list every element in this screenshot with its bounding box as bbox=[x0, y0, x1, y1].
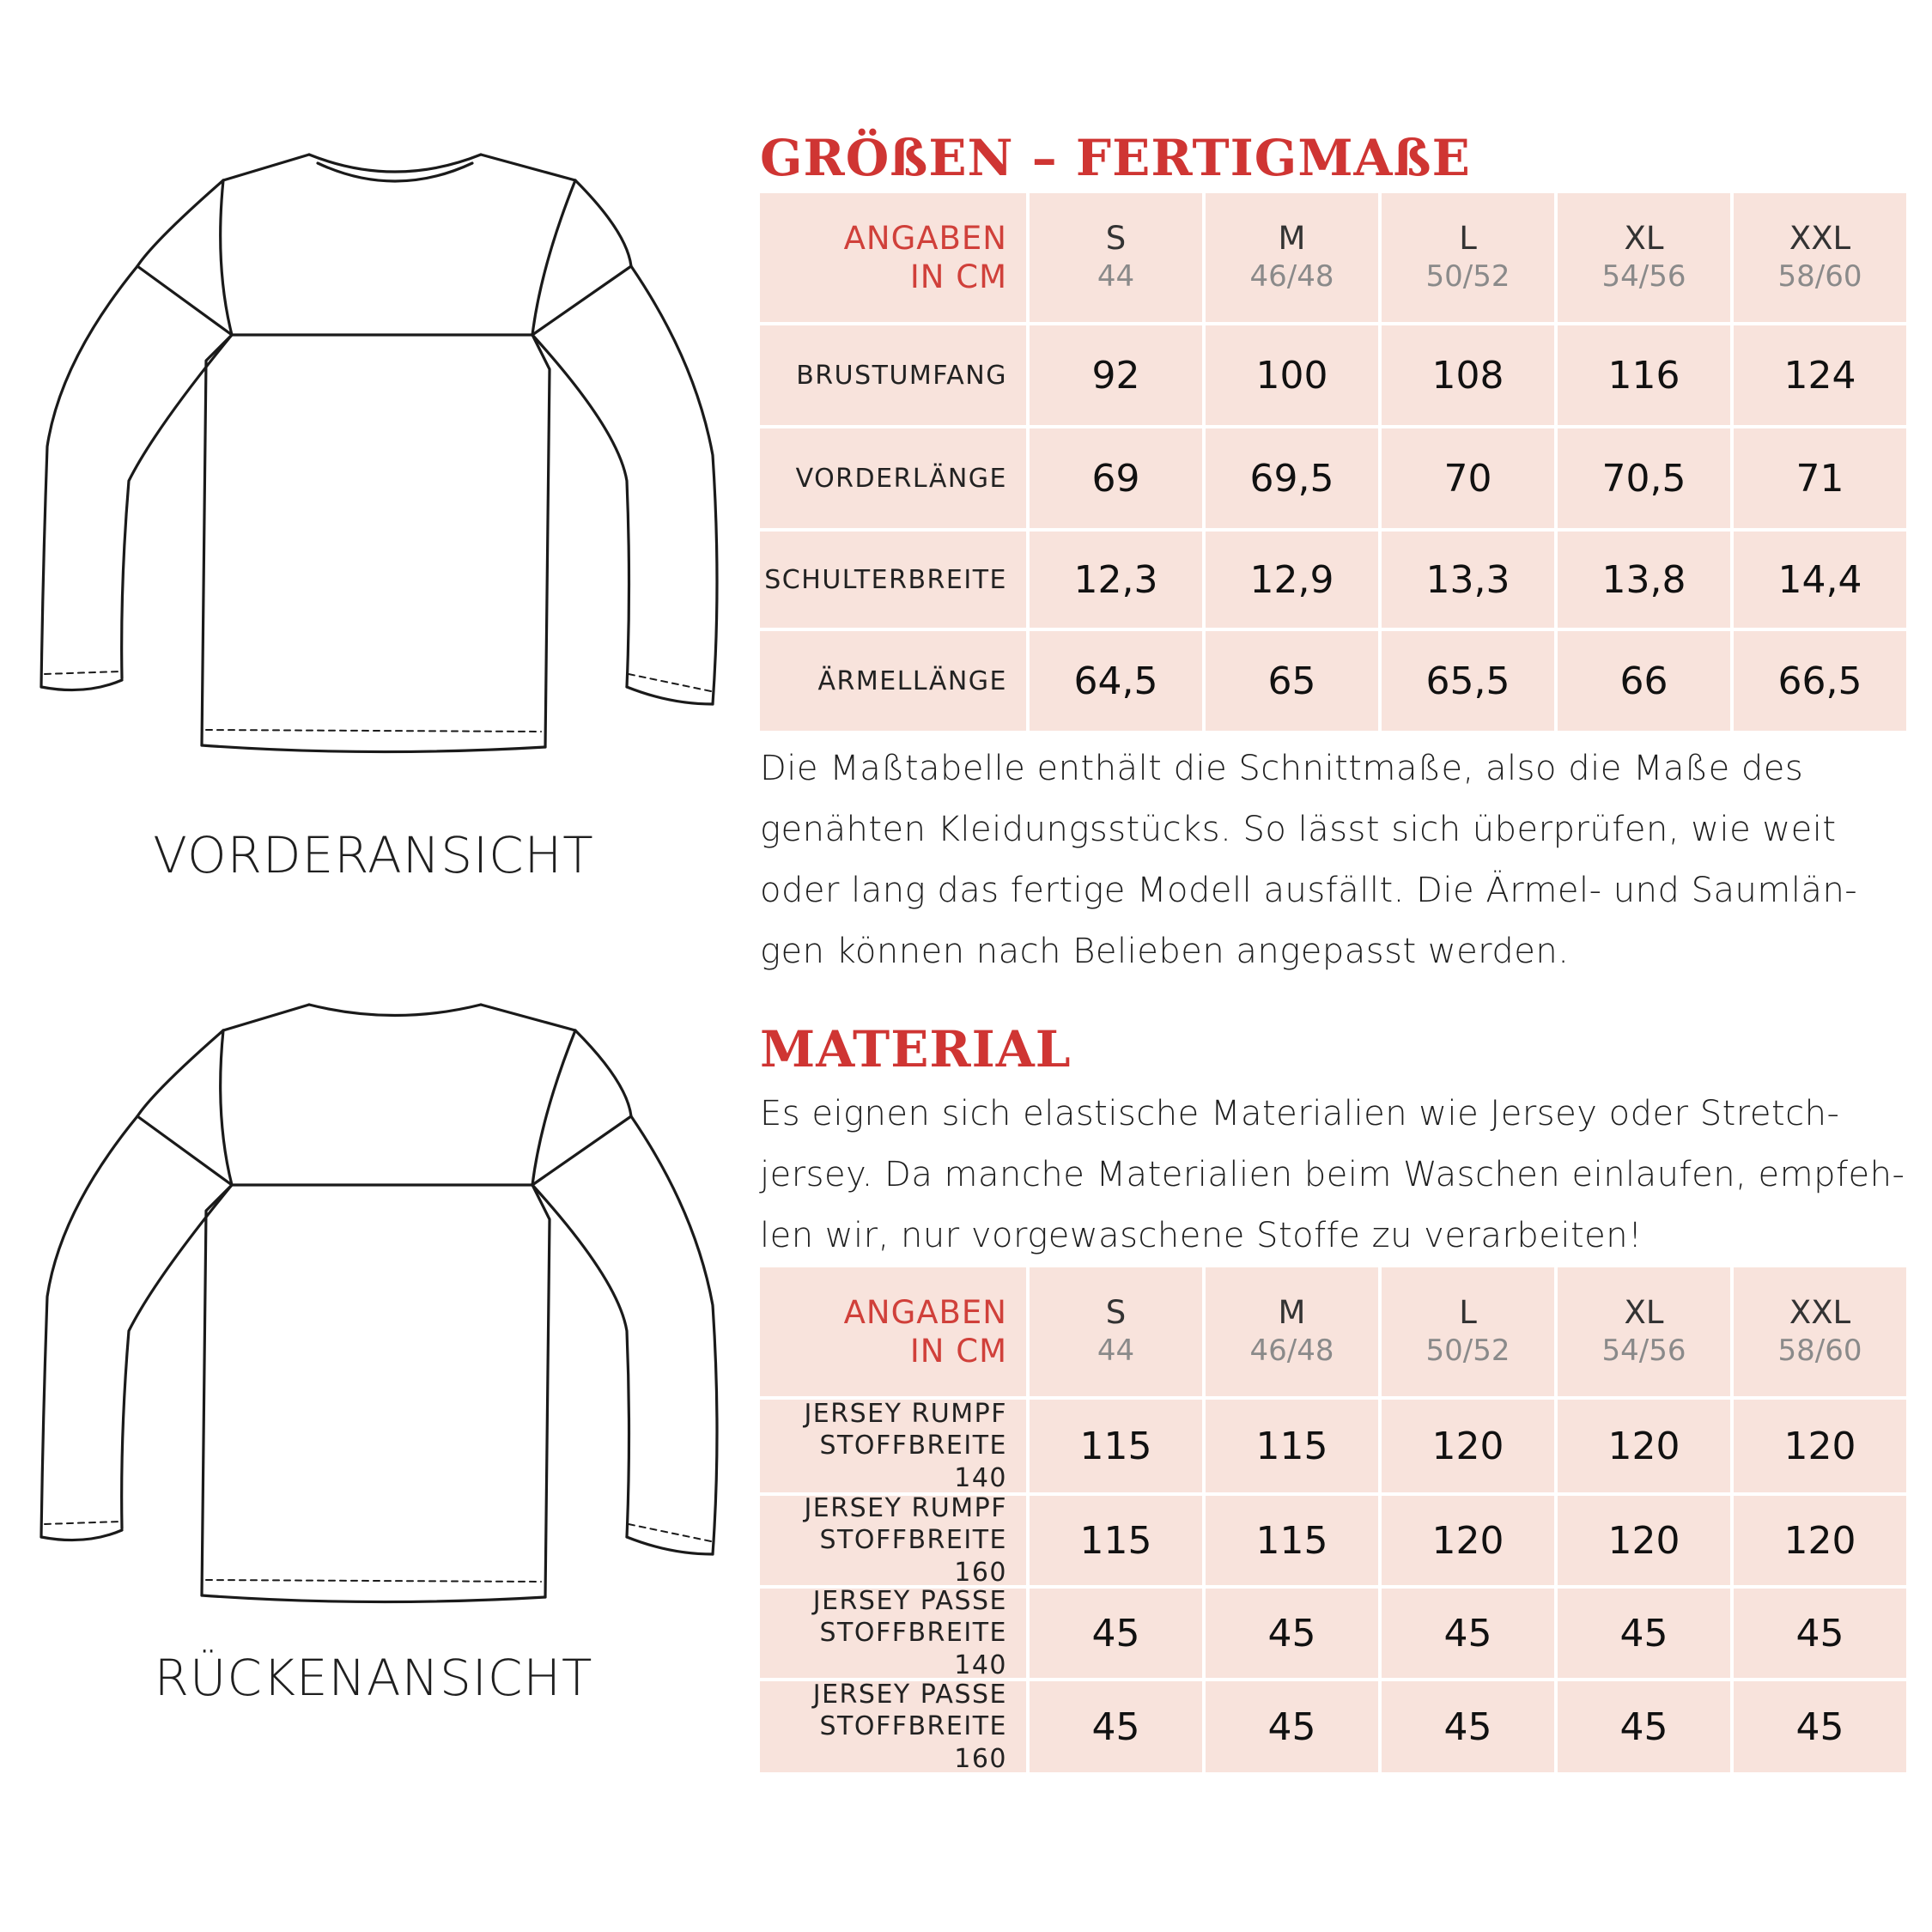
table-cell: 65,5 bbox=[1382, 631, 1554, 731]
row-label-jersey-rumpf-160: JERSEY RUMPF STOFFBREITE 160 bbox=[760, 1496, 1026, 1585]
table-cell: 115 bbox=[1206, 1496, 1378, 1585]
table-cell: 45 bbox=[1030, 1681, 1202, 1772]
size-header-s: S 44 bbox=[1030, 193, 1202, 322]
table-corner: ANGABEN IN CM bbox=[760, 193, 1026, 322]
table-cell: 45 bbox=[1734, 1589, 1906, 1678]
sweater-front-drawing bbox=[26, 137, 738, 773]
table-cell: 115 bbox=[1206, 1400, 1378, 1492]
table-cell: 70,5 bbox=[1558, 428, 1730, 528]
table-cell: 66,5 bbox=[1734, 631, 1906, 731]
table-cell: 69 bbox=[1030, 428, 1202, 528]
table-cell: 45 bbox=[1382, 1589, 1554, 1678]
table-cell: 66 bbox=[1558, 631, 1730, 731]
size-header-m: M 46/48 bbox=[1206, 193, 1378, 322]
row-label-aermellaenge: ÄRMELLÄNGE bbox=[760, 631, 1026, 731]
table-cell: 120 bbox=[1734, 1496, 1906, 1585]
size-header-xl: XL 54/56 bbox=[1558, 193, 1730, 322]
table-cell: 100 bbox=[1206, 325, 1378, 425]
size-header-xl: XL 54/56 bbox=[1558, 1267, 1730, 1396]
table-cell: 70 bbox=[1382, 428, 1554, 528]
table-cell: 116 bbox=[1558, 325, 1730, 425]
table-cell: 120 bbox=[1382, 1400, 1554, 1492]
table-cell: 92 bbox=[1030, 325, 1202, 425]
size-header-s: S 44 bbox=[1030, 1267, 1202, 1396]
table-cell: 120 bbox=[1558, 1400, 1730, 1492]
table-cell: 14,4 bbox=[1734, 532, 1906, 628]
sweater-back-drawing bbox=[26, 996, 738, 1631]
sizes-heading: GRÖßEN – FERTIGMAßE bbox=[760, 129, 1471, 187]
row-label-vorderlaenge: VORDERLÄNGE bbox=[760, 428, 1026, 528]
size-header-xxl: XXL 58/60 bbox=[1734, 193, 1906, 322]
size-header-l: L 50/52 bbox=[1382, 193, 1554, 322]
table-cell: 45 bbox=[1734, 1681, 1906, 1772]
table-cell: 69,5 bbox=[1206, 428, 1378, 528]
size-header-l: L 50/52 bbox=[1382, 1267, 1554, 1396]
table-cell: 115 bbox=[1030, 1400, 1202, 1492]
back-view-sketch bbox=[26, 996, 738, 1631]
table-cell: 108 bbox=[1382, 325, 1554, 425]
table-cell: 120 bbox=[1558, 1496, 1730, 1585]
table-cell: 120 bbox=[1734, 1400, 1906, 1492]
table-cell: 45 bbox=[1558, 1681, 1730, 1772]
table-cell: 120 bbox=[1382, 1496, 1554, 1585]
table-cell: 115 bbox=[1030, 1496, 1202, 1585]
table-cell: 45 bbox=[1558, 1589, 1730, 1678]
size-header-m: M 46/48 bbox=[1206, 1267, 1378, 1396]
back-view-label: RÜCKENANSICHT bbox=[154, 1649, 593, 1707]
table-cell: 64,5 bbox=[1030, 631, 1202, 731]
row-label-schulterbreite: SCHULTERBREITE bbox=[760, 532, 1026, 628]
table-cell: 13,8 bbox=[1558, 532, 1730, 628]
material-table bbox=[760, 1267, 1906, 1772]
table-cell: 13,3 bbox=[1382, 532, 1554, 628]
front-view-sketch bbox=[26, 137, 738, 773]
table-cell: 45 bbox=[1206, 1681, 1378, 1772]
table-cell: 124 bbox=[1734, 325, 1906, 425]
row-label-jersey-rumpf-140: JERSEY RUMPF STOFFBREITE 140 bbox=[760, 1400, 1026, 1492]
table-cell: 45 bbox=[1030, 1589, 1202, 1678]
table-cell: 45 bbox=[1206, 1589, 1378, 1678]
material-description: Es eignen sich elastische Materialien wie Jersey oder Stretch- jersey. Da manche Materialien beim Waschen einlaufen, empfeh- len wir, nur vorgewaschene Stoffe zu verarbeiten! bbox=[760, 1094, 1905, 1255]
table-cell: 12,3 bbox=[1030, 532, 1202, 628]
size-header-xxl: XXL 58/60 bbox=[1734, 1267, 1906, 1396]
table-corner: ANGABEN IN CM bbox=[760, 1267, 1026, 1396]
front-view-label: VORDERANSICHT bbox=[153, 826, 594, 884]
row-label-jersey-passe-140: JERSEY PASSE STOFFBREITE 140 bbox=[760, 1589, 1026, 1678]
row-label-brustumfang: BRUSTUMFANG bbox=[760, 325, 1026, 425]
table-cell: 12,9 bbox=[1206, 532, 1378, 628]
table-cell: 71 bbox=[1734, 428, 1906, 528]
sizes-table bbox=[760, 193, 1906, 731]
sizes-description: Die Maßtabelle enthält die Schnittmaße, also die Maße des genähten Kleidungsstücks. So lässt sich überprüfen, wie weit oder lang das fertige Modell ausfällt. Die Ärmel- und Saumlän- gen können nach Belieben angepasst werden. bbox=[760, 749, 1858, 971]
row-label-jersey-passe-160: JERSEY PASSE STOFFBREITE 160 bbox=[760, 1681, 1026, 1772]
material-heading: MATERIAL bbox=[760, 1020, 1072, 1078]
table-cell: 45 bbox=[1382, 1681, 1554, 1772]
table-cell: 65 bbox=[1206, 631, 1378, 731]
